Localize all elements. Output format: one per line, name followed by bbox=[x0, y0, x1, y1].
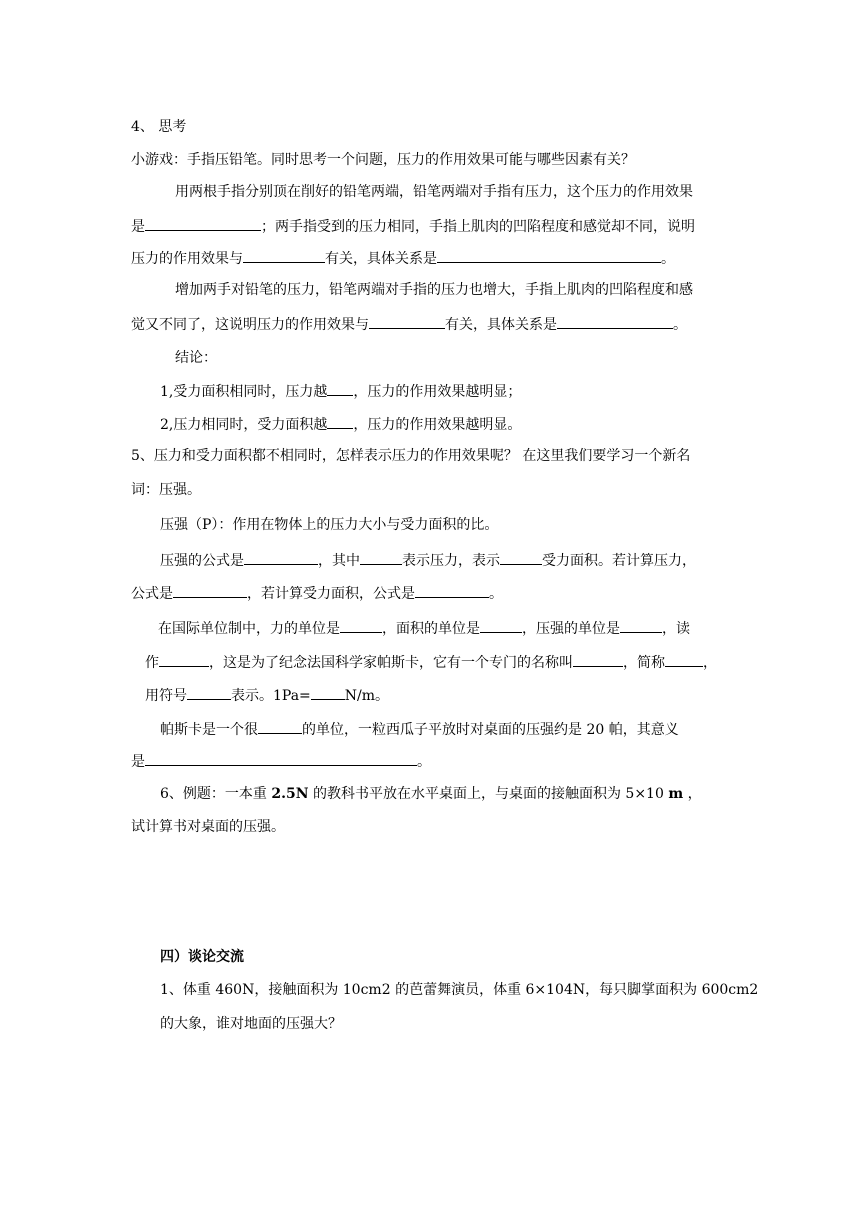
answer-blank bbox=[480, 617, 522, 633]
text: ，压强的单位是 bbox=[522, 621, 620, 637]
answer-blank bbox=[340, 617, 382, 633]
text: 觉又不同了，这说明压力的作用效果与 bbox=[131, 317, 369, 333]
text: 表示压力，表示 bbox=[402, 553, 500, 569]
text: ，简称 bbox=[623, 655, 665, 671]
pressure-definition: 压强（P）：作用在物体上的压力大小与受力面积的比。 bbox=[160, 517, 499, 533]
example-line-1 bbox=[160, 784, 702, 804]
section-4-intro: 小游戏：手指压铅笔。同时思考一个问题，压力的作用效果可能与哪些因素有关？ bbox=[131, 152, 635, 168]
answer-blank bbox=[500, 549, 542, 565]
answer-blank bbox=[243, 247, 325, 263]
units-line-3 bbox=[145, 684, 389, 706]
text: m bbox=[668, 786, 684, 802]
answer-blank bbox=[437, 247, 661, 263]
text: 压强的公式是 bbox=[160, 553, 244, 569]
answer-blank bbox=[145, 750, 417, 766]
answer-blank bbox=[557, 313, 673, 329]
text: ，若计算受力面积，公式是 bbox=[247, 586, 415, 602]
text: 有关，具体关系是 bbox=[445, 317, 557, 333]
text: 是 bbox=[131, 754, 145, 770]
paragraph-2-line-1: 增加两手对铅笔的压力，铅笔两端对手指的压力也增大，手指上肌肉的凹陷程度和感 bbox=[175, 282, 693, 298]
conclusion-2 bbox=[160, 413, 521, 435]
discussion-line-1: 1、体重 460N，接触面积为 10cm2 的芭蕾舞演员，体重 6×104N，每只脚掌面积为 600cm2 bbox=[160, 982, 759, 998]
conclusion-1 bbox=[160, 380, 521, 402]
paragraph-1-line-3 bbox=[131, 247, 675, 269]
answer-blank bbox=[665, 651, 703, 667]
formula-line-1 bbox=[160, 549, 696, 571]
units-line-2 bbox=[145, 651, 717, 673]
answer-blank bbox=[573, 651, 623, 667]
answer-blank bbox=[258, 718, 302, 734]
text: 的教科书平放在水平桌面上，与桌面的接触面积为 5×10 bbox=[308, 786, 669, 802]
text: ， bbox=[703, 655, 717, 671]
answer-blank bbox=[187, 684, 231, 700]
text: 。 bbox=[417, 754, 431, 770]
text: 2.5N bbox=[271, 786, 309, 802]
discussion-line-2: 的大象，谁对地面的压强大？ bbox=[160, 1016, 342, 1032]
text: 是 bbox=[131, 219, 145, 235]
text: ；两手指受到的压力相同，手指上肌肉的凹陷程度和感觉却不同，说明 bbox=[261, 219, 695, 235]
text: 。 bbox=[661, 251, 675, 267]
pascal-line-2 bbox=[131, 750, 431, 772]
text: ，面积的单位是 bbox=[382, 621, 480, 637]
text: 作 bbox=[145, 655, 159, 671]
text: ，压力的作用效果越明显； bbox=[353, 384, 522, 400]
text: 公式是 bbox=[131, 586, 173, 602]
text: 。 bbox=[489, 586, 503, 602]
text: 2,压力相同时，受力面积越 bbox=[160, 417, 328, 433]
answer-blank bbox=[244, 549, 318, 565]
text: 表示。1Pa= bbox=[231, 688, 311, 704]
answer-blank bbox=[360, 549, 402, 565]
answer-blank bbox=[159, 651, 209, 667]
text: 用符号 bbox=[145, 688, 187, 704]
text: 受力面积。若计算压力， bbox=[542, 553, 696, 569]
section-5-line-2: 词：压强。 bbox=[131, 482, 201, 498]
text: N/m。 bbox=[344, 688, 390, 704]
answer-blank bbox=[173, 582, 247, 598]
text: 帕斯卡是一个很 bbox=[160, 722, 258, 738]
example-line-2: 试计算书对桌面的压强。 bbox=[131, 819, 285, 835]
units-line-1 bbox=[158, 617, 690, 639]
text: 。 bbox=[673, 317, 687, 333]
pascal-line-1 bbox=[160, 718, 679, 740]
discussion-heading: 四）谈论交流 bbox=[160, 949, 244, 965]
section-5-line-1: 5、压力和受力面积都不相同时，怎样表示压力的作用效果呢？ 在这里我们要学习一个新名 bbox=[131, 448, 691, 464]
text: 1,受力面积相同时，压力越 bbox=[160, 384, 328, 400]
text: 的单位，一粒西瓜子平放时对桌面的压强约是 20 帕，其意义 bbox=[302, 722, 679, 738]
text: ，压力的作用效果越明显。 bbox=[353, 417, 522, 433]
section-4-heading: 4、 思考 bbox=[131, 119, 187, 135]
answer-blank bbox=[369, 313, 445, 329]
text: ，其中 bbox=[318, 553, 360, 569]
answer-blank bbox=[415, 582, 489, 598]
text: ， bbox=[683, 786, 702, 802]
answer-blank bbox=[327, 380, 353, 396]
text: ，这是为了纪念法国科学家帕斯卡，它有一个专门的名称叫 bbox=[209, 655, 573, 671]
formula-line-2 bbox=[131, 582, 503, 604]
text: 在国际单位制中，力的单位是 bbox=[158, 621, 340, 637]
paragraph-1-line-2 bbox=[131, 215, 695, 237]
answer-blank bbox=[311, 684, 345, 700]
paragraph-1-line-1: 用两根手指分别顶在削好的铅笔两端，铅笔两端对手指有压力，这个压力的作用效果 bbox=[175, 184, 693, 200]
paragraph-2-line-2 bbox=[131, 313, 687, 335]
answer-blank bbox=[145, 215, 261, 231]
text: 6、例题：一本重 bbox=[160, 786, 272, 802]
conclusion-label: 结论： bbox=[175, 350, 217, 366]
text: ，读 bbox=[662, 621, 690, 637]
answer-blank bbox=[620, 617, 662, 633]
answer-blank bbox=[327, 413, 353, 429]
text: 有关，具体关系是 bbox=[325, 251, 437, 267]
text: 压力的作用效果与 bbox=[131, 251, 243, 267]
